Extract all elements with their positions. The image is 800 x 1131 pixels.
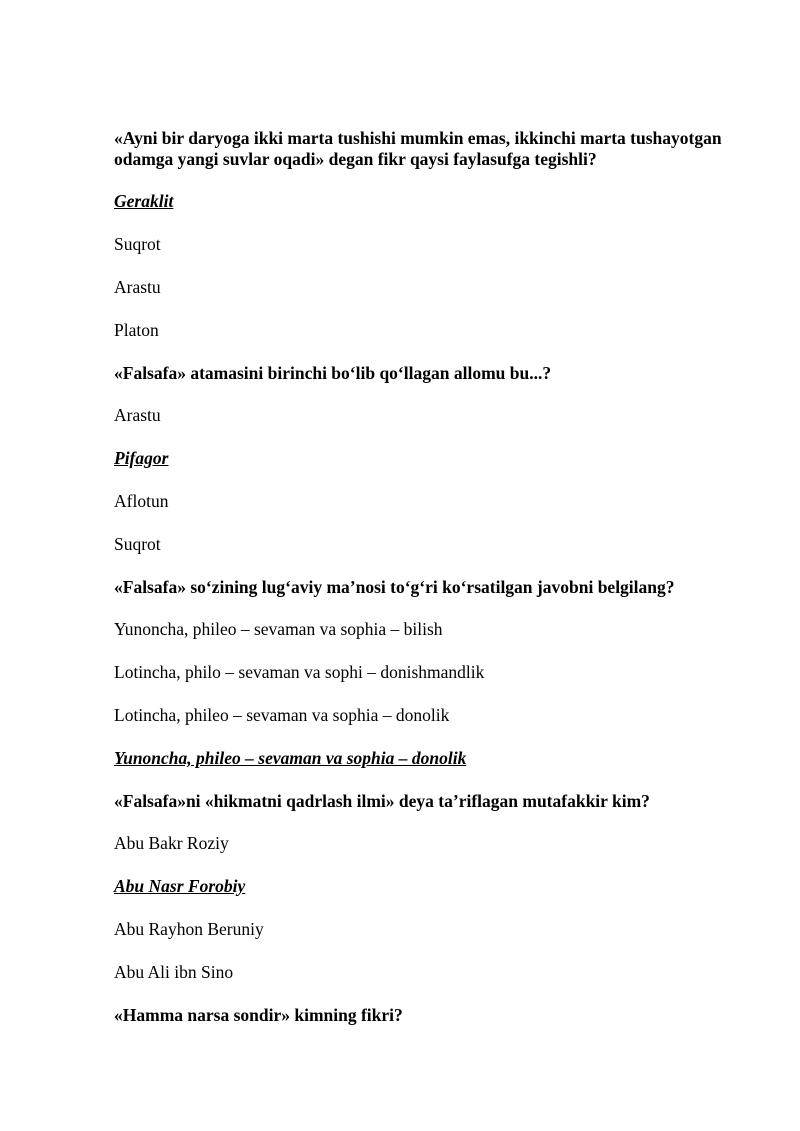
answer-option: Aflotun bbox=[114, 491, 169, 511]
question-block bbox=[114, 791, 754, 983]
answer-option: Abu Ali ibn Sino bbox=[114, 962, 234, 982]
document-page bbox=[114, 128, 754, 1047]
question-block bbox=[114, 577, 754, 769]
answer-option: Yunoncha, phileo – sevaman va sophia – bilish bbox=[114, 619, 443, 639]
answer-option: Suqrot bbox=[114, 534, 161, 554]
question-text: «Falsafa»ni «hikmatni qadrlash ilmi» deya ta’riflagan mutafakkir kim? bbox=[114, 791, 650, 811]
question-text: «Falsafa» so‘zining lug‘aviy ma’nosi to‘g‘ri ko‘rsatilgan javobni belgilang? bbox=[114, 577, 675, 597]
answer-option: Suqrot bbox=[114, 234, 161, 254]
answer-option: Arastu bbox=[114, 277, 161, 297]
answer-option: Lotincha, phileo – sevaman va sophia – donolik bbox=[114, 705, 450, 725]
answer-option: Lotincha, philo – sevaman va sophi – donishmandlik bbox=[114, 662, 485, 682]
answer-option: Arastu bbox=[114, 405, 161, 425]
question-block bbox=[114, 363, 754, 555]
question-text: «Ayni bir daryoga ikki marta tushishi mumkin emas, ikkinchi marta tushayotgan odamga yangi suvlar oqadi» degan fikr qaysi faylasufga tegishli? bbox=[114, 128, 722, 169]
answer-option: Platon bbox=[114, 320, 159, 340]
question-block bbox=[114, 1005, 754, 1026]
answer-option: Abu Rayhon Beruniy bbox=[114, 919, 264, 939]
answer-option-correct: Yunoncha, phileo – sevaman va sophia – donolik bbox=[114, 748, 467, 768]
answer-option: Abu Bakr Roziy bbox=[114, 833, 229, 853]
question-block bbox=[114, 128, 754, 341]
answer-option-correct: Abu Nasr Forobiy bbox=[114, 876, 246, 896]
answer-option-correct: Geraklit bbox=[114, 191, 174, 211]
question-text: «Hamma narsa sondir» kimning fikri? bbox=[114, 1005, 403, 1025]
question-text: «Falsafa» atamasini birinchi bo‘lib qo‘llagan allomu bu...? bbox=[114, 363, 552, 383]
answer-option-correct: Pifagor bbox=[114, 448, 169, 468]
